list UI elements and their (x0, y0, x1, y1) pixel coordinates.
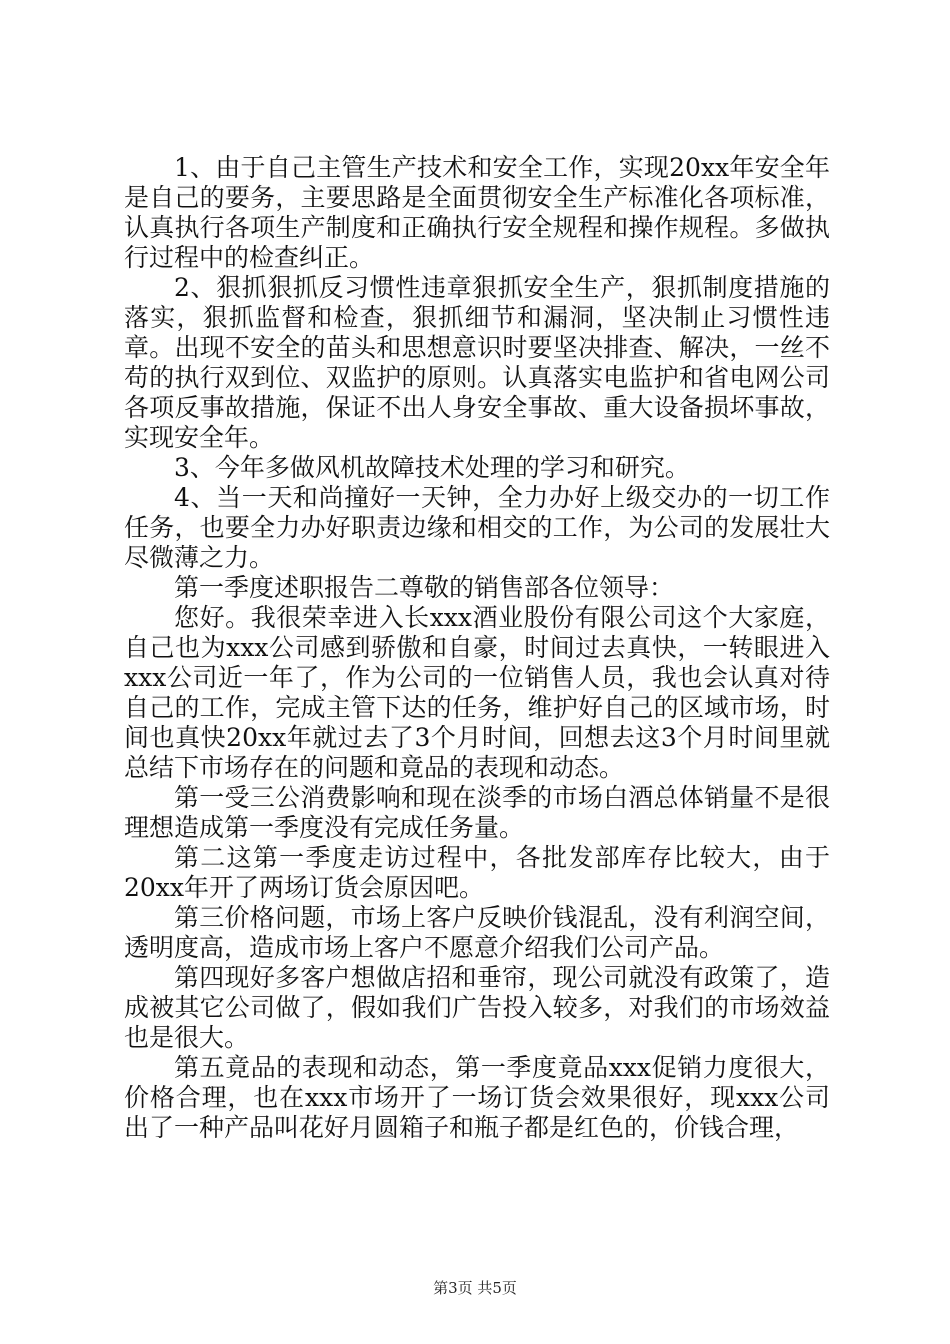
paragraph-3: 3、今年多做风机故障技术处理的学习和研究。 (174, 453, 690, 482)
paragraph-point-1: 第一受三公消费影响和现在淡季的市场白酒总体销量不是很理想造成第一季度没有完成任务量。 (124, 783, 830, 842)
page-footer: 第3页 共5页 (433, 1279, 517, 1297)
paragraph-point-2: 第二这第一季度走访过程中，各批发部库存比较大，由于20xx年开了两场订货会原因吧。 (124, 843, 830, 902)
paragraph-1: 1、由于自己主管生产技术和安全工作，实现20xx年安全年是自己的要务，主要思路是全面贯彻安全生产标准化各项标准，认真执行各项生产制度和正确执行安全规程和操作规程。多做执行过程中的检查纠正。 (124, 153, 830, 272)
paragraph-2: 2、狠抓狠抓反习惯性违章狠抓安全生产，狠抓制度措施的落实，狠抓监督和检查，狠抓细节和漏洞，坚决制止习惯性违章。出现不安全的苗头和思想意识时要坚决排查、解决，一丝不苟的执行双到位、双监护的原则。认真落实电监护和省电网公司各项反事故措施，保证不出人身安全事故、重大设备损坏事故，实现安全年。 (124, 273, 830, 452)
paragraph-greeting: 您好。我很荣幸进入长xxx酒业股份有限公司这个大家庭，自己也为xxx公司感到骄傲和自豪，时间过去真快，一转眼进入xxx公司近一年了，作为公司的一位销售人员，我也会认真对待自己的工作，完成主管下达的任务，维护好自己的区域市场，时间也真快20xx年就过去了3个月时间，回想去这3个月时间里就总结下市场存在的问题和竟品的表现和动态。 (124, 603, 830, 782)
paragraph-point-4: 第四现好多客户想做店招和垂帘，现公司就没有政策了，造成被其它公司做了，假如我们广告投入较多，对我们的市场效益也是很大。 (124, 963, 830, 1052)
paragraph-point-3: 第三价格问题，市场上客户反映价钱混乱，没有利润空间，透明度高，造成市场上客户不愿意介绍我们公司产品。 (124, 903, 830, 962)
section-heading: 第一季度述职报告二尊敬的销售部各位领导： (174, 573, 675, 602)
paragraph-point-5: 第五竟品的表现和动态，第一季度竟品xxx促销力度很大，价格合理，也在xxx市场开了一场订货会效果很好，现xxx公司出了一种产品叫花好月圆箱子和瓶子都是红色的，价钱合理， (124, 1053, 830, 1142)
paragraph-4: 4、当一天和尚撞好一天钟，全力办好上级交办的一切工作任务，也要全力办好职责边缘和相交的工作，为公司的发展壮大尽微薄之力。 (124, 483, 830, 572)
document-body (124, 153, 830, 1143)
